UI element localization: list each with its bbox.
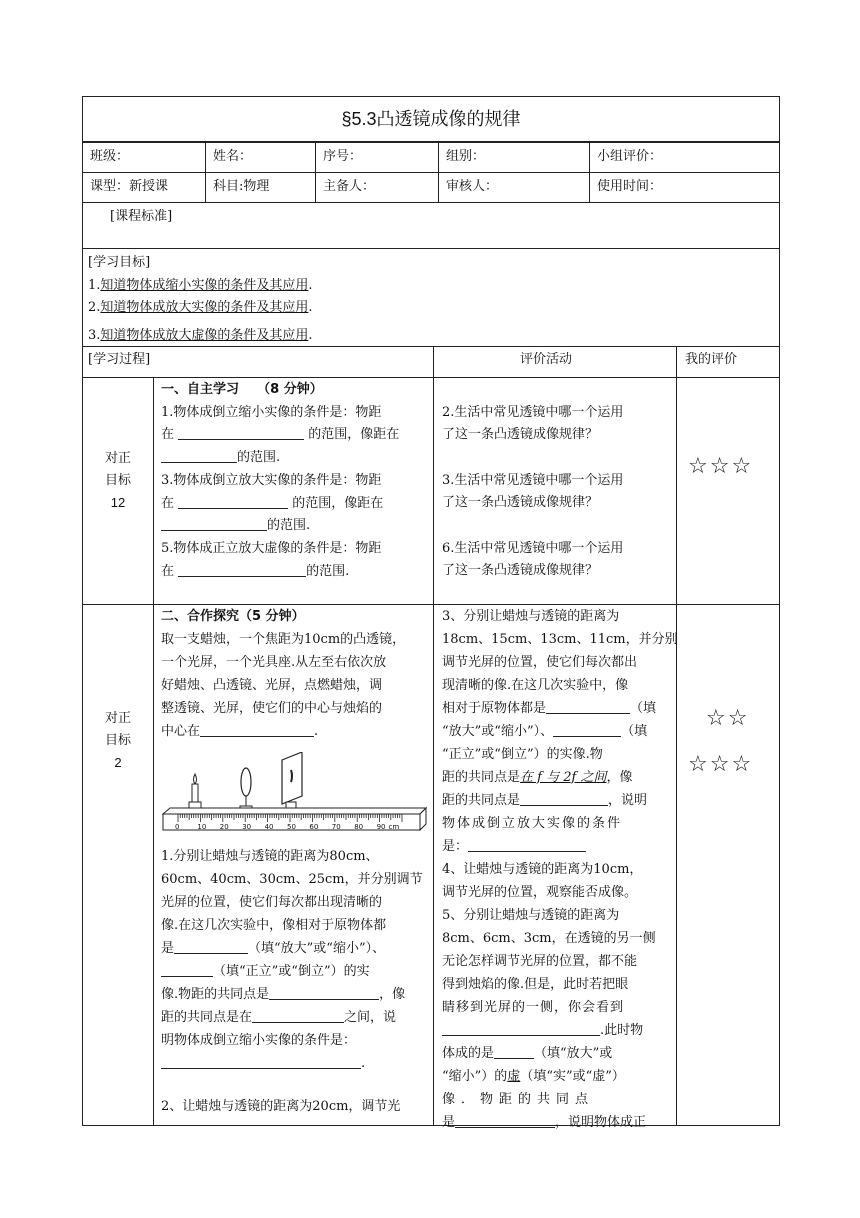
s2-intro-line: 一个光屏，一个光具座.从左至右依次放 — [161, 655, 387, 670]
s2-right-line: “放大”或“缩小”）、 （填 — [442, 724, 648, 739]
ruler-label: 70 — [331, 823, 341, 831]
s2-intro-line: 好蜡烛、凸透镜、光屏，点燃蜡烛，调 — [161, 678, 383, 693]
s2-right-line: .此时物 — [442, 1020, 643, 1042]
s1-line: 5.物体成正立放大虚像的条件是：物距 — [161, 541, 382, 556]
s2-q1-line: . — [161, 1053, 365, 1075]
s2-q1-line: 像.物距的共同点是 ，像 — [161, 987, 406, 1002]
s2-right-line: 现清晰的像.在这几次实验中，像 — [442, 678, 629, 693]
s2-intro-line: 中心在 . — [161, 724, 319, 739]
ruler-label: 0 — [175, 823, 180, 831]
lens-icon — [241, 768, 251, 796]
s1-line: 在 的范围，像距在 — [161, 496, 384, 511]
rating-stars[interactable]: ☆☆ — [706, 706, 750, 731]
rating-stars[interactable]: ☆☆☆ — [688, 454, 754, 479]
s2-right-line: 5、分别让蜡烛与透镜的距离为 — [442, 908, 620, 923]
s2-q2-line: 2、让蜡烛与透镜的距离为20cm，调节光 — [161, 1099, 401, 1114]
s2-right-line: 距的共同点是在 f 与 2f 之间，像 — [442, 770, 633, 785]
section2-title: 二、合作探究（5 分钟） — [161, 609, 305, 624]
info-group: 组别： — [446, 149, 486, 164]
s1-line: 的范围. — [161, 447, 280, 469]
s2-right-line: “正立”或“倒立”）的实像.物 — [442, 747, 603, 762]
info-use-time: 使用时间： — [597, 179, 663, 194]
ruler-label: 80 — [354, 823, 364, 831]
section1-target-label: 对正 目标 12 — [104, 451, 131, 510]
ruler-label: 10 — [197, 823, 207, 831]
s1-eval-1: 2.生活中常见透镜中哪一个运用 了这一条凸透镜成像规律？ — [442, 405, 624, 442]
s2-q1-line: 60cm、40cm、30cm、25cm，并分别调节 — [161, 872, 423, 887]
s2-q1-line: 是 （填“放大”或“缩小”）、 — [161, 941, 386, 956]
page-title: §5.3凸透镜成像的规律 — [82, 96, 780, 142]
s2-right-line: 体成的是 （填“放大”或 — [442, 1046, 613, 1061]
s2-right-line: 8cm、6cm、3cm，在透镜的另一侧 — [442, 931, 656, 946]
evaluation-header: 评价活动 — [520, 352, 573, 367]
ruler-label: 50 — [287, 823, 296, 831]
my-eval-header: 我的评价 — [685, 352, 738, 367]
ruler-label: cm — [388, 823, 400, 831]
s2-right-line: 物体成倒立放大实像的条件 — [442, 816, 623, 831]
s2-right-line: 3、分别让蜡烛与透镜的距离为 — [442, 609, 620, 624]
s2-right-line: 18cm、15cm、13cm、11cm，并分别 — [442, 632, 678, 647]
s2-right-line: 调节光屏的位置，使它们每次都出 — [442, 655, 638, 670]
s2-right-line: 得到烛焰的像.但是，此时若把眼 — [442, 977, 629, 992]
ruler-label: 40 — [264, 823, 274, 831]
section2-target-label: 对正 目标 2 — [104, 711, 131, 770]
course-standard-heading: [课程标准] — [110, 209, 173, 224]
s2-q1-line: 距的共同点是在 之间，说 — [161, 1010, 397, 1025]
section1-title: 一、自主学习 （8 分钟） — [161, 382, 323, 397]
info-number: 序号： — [323, 149, 363, 164]
s1-eval-3: 6.生活中常见透镜中哪一个运用 了这一条凸透镜成像规律？ — [442, 541, 624, 578]
ruler-label: 30 — [242, 823, 252, 831]
s1-eval-2: 3.生活中常见透镜中哪一个运用 了这一条凸透镜成像规律？ — [442, 473, 624, 510]
s2-right-line: 是 ，说明物体成正 — [442, 1115, 647, 1130]
s2-intro-line: 整透镜、光屏，使它们的中心与烛焰的 — [161, 701, 383, 716]
ruler-label: 60 — [309, 823, 319, 831]
goal-item: 1.知道物体成缩小实像的条件及其应用. — [88, 278, 313, 293]
goals-heading: [学习目标] — [88, 255, 151, 270]
optical-bench-illustration — [160, 752, 430, 834]
s1-line: 在 的范围. — [161, 564, 350, 579]
s2-q1-line: 明物体成倒立缩小实像的条件是： — [161, 1033, 357, 1048]
candle-flame-icon — [194, 774, 197, 784]
candle-icon — [192, 784, 198, 802]
info-lesson-type: 课型：新授课 — [90, 179, 169, 194]
ruler-label: 20 — [219, 823, 229, 831]
goal-item: 2.知道物体成放大实像的条件及其应用. — [88, 300, 313, 315]
s2-right-line: “缩小”）的虚（填“实”或“虚”） — [442, 1069, 625, 1084]
s2-q1-line: 光屏的位置，使它们每次都出现清晰的 — [161, 895, 383, 910]
s1-line: 1.物体成倒立缩小实像的条件是：物距 — [161, 405, 382, 420]
info-name: 姓名： — [213, 149, 253, 164]
s2-right-line: 4、让蜡烛与透镜的距离为10cm， — [442, 862, 643, 877]
info-class: 班级： — [90, 149, 130, 164]
info-preparer: 主备人： — [323, 179, 376, 194]
s2-q1-line: （填“正立”或“倒立”）的实 — [161, 961, 370, 983]
s2-right-line: 像．物距的共同点 — [442, 1092, 595, 1107]
info-group-eval: 小组评价： — [597, 149, 663, 164]
s2-right-line: 无论怎样调节光屏的位置，都不能 — [442, 954, 638, 969]
s2-right-line: 距的共同点是 ，说明 — [442, 793, 648, 808]
goal-item: 3.知道物体成放大虚像的条件及其应用. — [88, 328, 313, 343]
s2-q1-line: 像.在这几次实验中，像相对于原物体都 — [161, 918, 387, 933]
info-reviewer: 审核人： — [446, 179, 499, 194]
rating-stars[interactable]: ☆☆☆ — [688, 752, 754, 777]
s2-right-line: 是： — [442, 836, 586, 858]
s2-intro-line: 取一支蜡烛，一个焦距为10cm的凸透镜， — [161, 632, 406, 647]
s2-right-line: 相对于原物体都是 （填 — [442, 701, 657, 716]
s1-line: 3.物体成倒立放大实像的条件是：物距 — [161, 473, 382, 488]
s2-right-line: 调节光屏的位置，观察能否成像。 — [442, 885, 638, 900]
process-header: [学习过程] — [88, 352, 151, 367]
s2-q1-line: 1.分别让蜡烛与透镜的距离为80cm、 — [161, 849, 379, 864]
s2-right-line: 睛移到光屏的一侧，你会看到 — [442, 1000, 625, 1015]
info-subject: 科目:物理 — [213, 179, 270, 194]
ruler-label: 90 — [376, 823, 386, 831]
s1-line: 的范围. — [161, 515, 310, 537]
s1-line: 在 的范围，像距在 — [161, 427, 400, 442]
